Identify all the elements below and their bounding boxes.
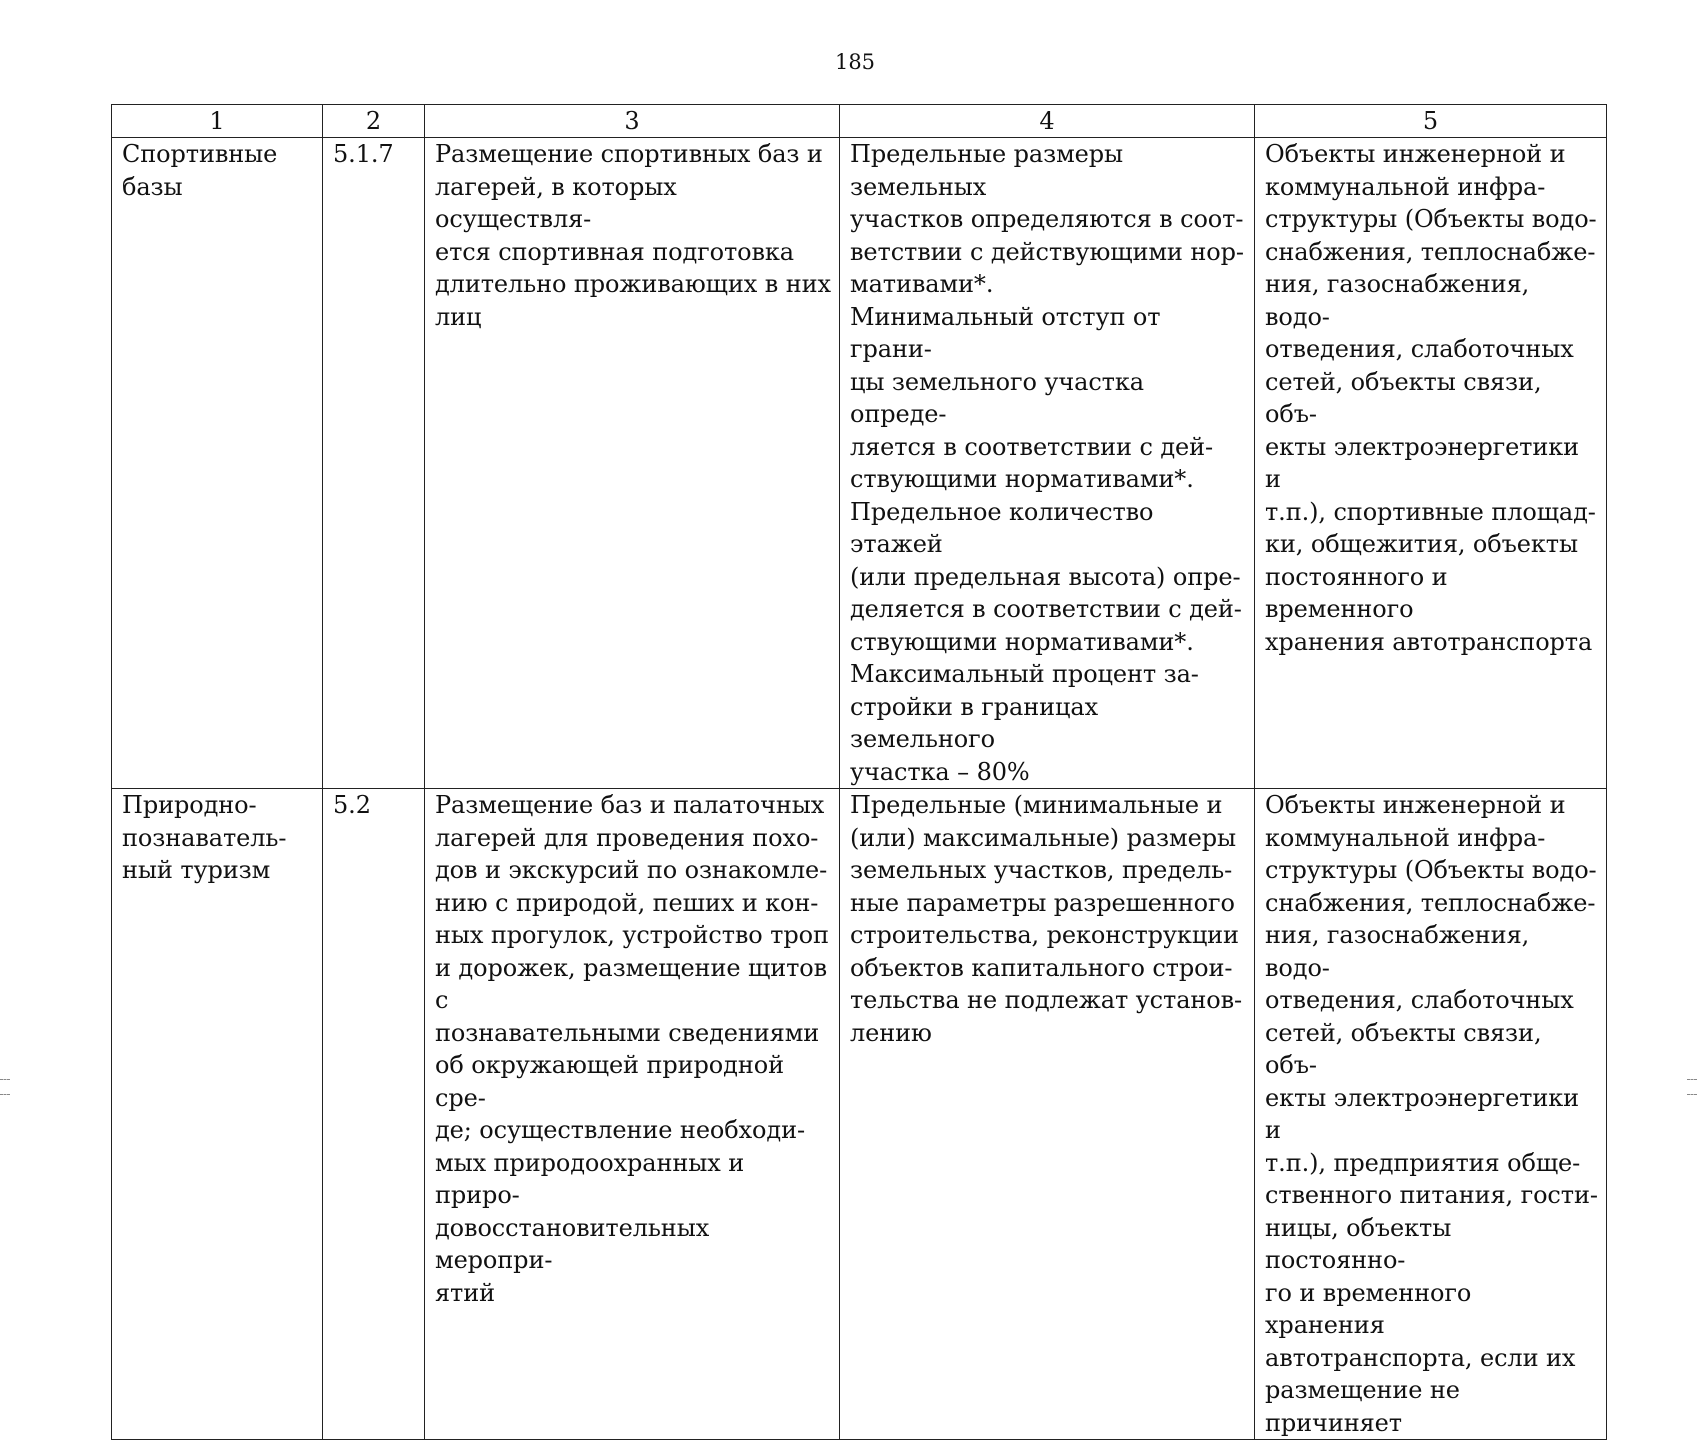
scan-edge-mark (0, 1079, 10, 1095)
table-row (112, 138, 1607, 789)
description-cell: Размещение баз и палаточных лагерей для проведения похо- дов и экскурсий по ознакомле- нию с природой, пеших и кон- ных прогулок, устройство троп и дорожек, размещение щитов с познавательными сведениями об окружающей природной сре- де; осуществление необходи- мых природоохранных и приро- довосстановительных меропри- ятий (425, 789, 840, 1440)
header-cell-1: 1 (112, 105, 323, 138)
page-number: 185 (834, 50, 876, 74)
parameters-cell: Предельные (минимальные и (или) максимальные) размеры земельных участков, предель- ные параметры разрешенного строительства, реконструкции объектов капитального строи- тельства не подлежат установ- лению (840, 789, 1255, 1440)
code-cell: 5.2 (323, 789, 425, 1440)
header-cell-4: 4 (840, 105, 1255, 138)
code-cell: 5.1.7 (323, 138, 425, 789)
table-row (112, 789, 1607, 1440)
header-cell-5: 5 (1255, 105, 1607, 138)
scan-edge-mark (1687, 1079, 1697, 1095)
description-cell: Размещение спортивных баз и лагерей, в которых осуществля- ется спортивная подготовка длительно проживающих в них лиц (425, 138, 840, 789)
land-use-type-cell: Спортивные базы (112, 138, 323, 789)
land-use-table (111, 104, 1607, 1440)
auxiliary-uses-cell: Объекты инженерной и коммунальной инфра- структуры (Объекты водо- снабжения, теплоснабже- ния, газоснабжения, водо- отведения, слаботочных сетей, объекты связи, объ- екты электроэнергетики и т.п.), спортивные площад- ки, общежития, объекты постоянного и временного хранения автотранспорта (1255, 138, 1607, 789)
header-cell-2: 2 (323, 105, 425, 138)
parameters-cell: Предельные размеры земельных участков определяются в соот- ветствии с действующими нор- мативами*. Минимальный отступ от грани- цы земельного участка опреде- ляется в соответствии с дей- ствующими нормативами*. Предельное количество этажей (или предельная высота) опре- деляется в соответствии с дей- ствующими нормативами*. Максимальный процент за- стройки в границах земельного участка – 80% (840, 138, 1255, 789)
auxiliary-uses-cell: Объекты инженерной и коммунальной инфра- структуры (Объекты водо- снабжения, теплоснабже- ния, газоснабжения, водо- отведения, слаботочных сетей, объекты связи, объ- екты электроэнергетики и т.п.), предприятия обще- ственного питания, гости- ницы, объекты постоянно- го и временного хранения автотранспорта, если их размещение не причиняет (1255, 789, 1607, 1440)
header-row (112, 105, 1607, 138)
header-cell-3: 3 (425, 105, 840, 138)
land-use-type-cell: Природно- познаватель- ный туризм (112, 789, 323, 1440)
